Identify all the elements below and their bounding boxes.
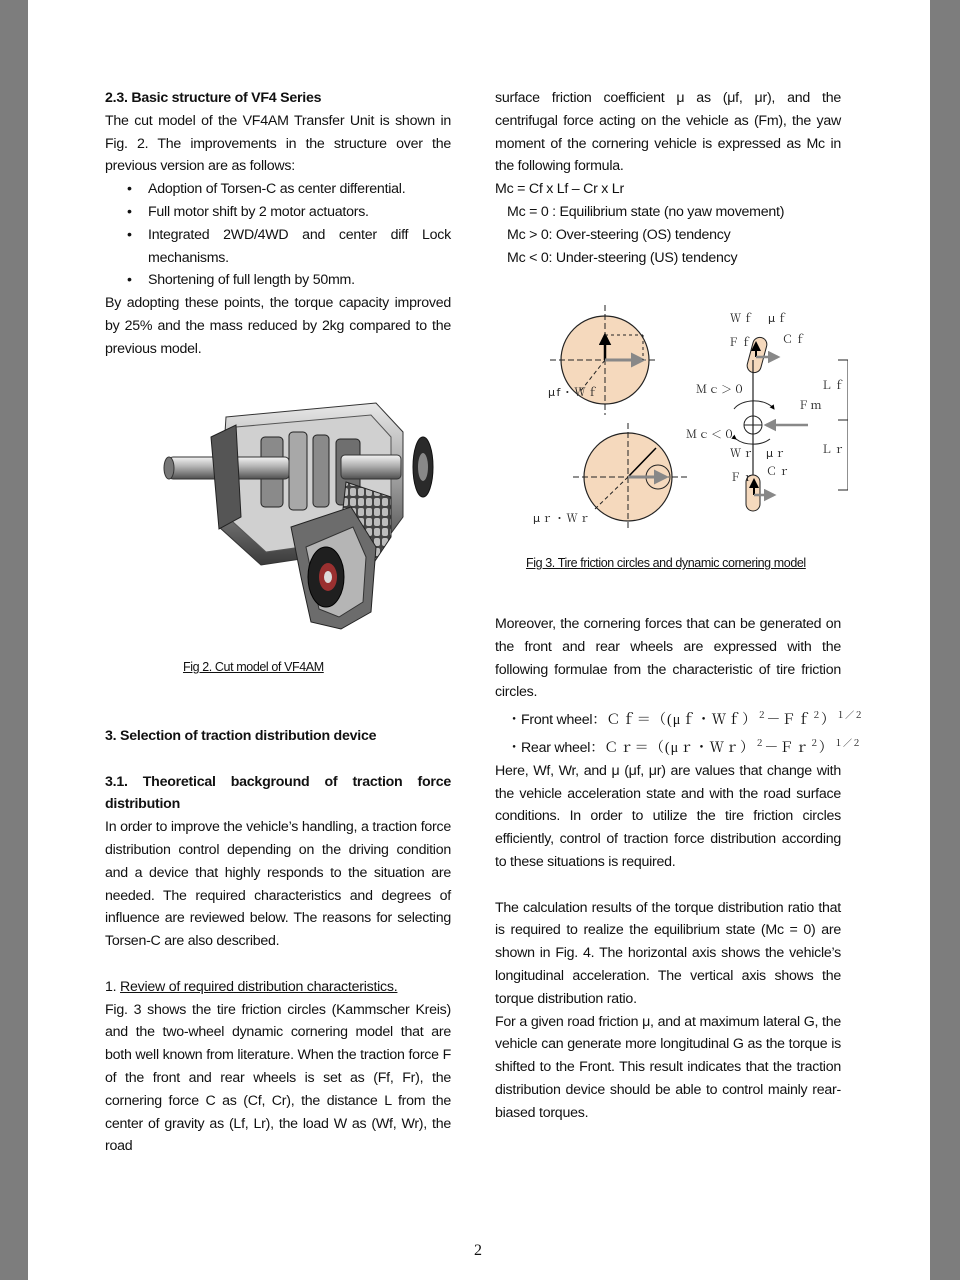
continued-paragraph: surface friction coefficient μ as (μf, μr), and the centrifugal force acting on the vehicle as (Fm), the yaw moment of the cornering vehicle is expressed as Mc in the following formula.	[495, 90, 841, 175]
label-ff: Ｆｆ	[728, 336, 753, 349]
front-wheel-formula	[495, 704, 864, 732]
section-heading-3-1: 3.1. Theoretical background of traction force distribution	[105, 773, 451, 813]
front-formula-tail: －Ｆｆ	[766, 712, 812, 729]
theory-paragraph: In order to improve the vehicle’s handling, a traction force distribution control depending on the driving condition and a device that highly responds to the situation are needed. The required characteristics and degrees of influence are reviewed below. The reasons for selecting Torsen-C are also described.	[105, 819, 451, 950]
section-heading-2-3: 2.3. Basic structure of VF4 Series	[105, 90, 322, 106]
mc-formula: Mc = Cf x Lf – Cr x Lr	[495, 181, 624, 198]
spacer	[105, 953, 451, 976]
fig3-caption: Fig 3. Tire friction circles and dynamic cornering model	[526, 556, 806, 570]
variables-paragraph: Here, Wf, Wr, and μ (μf, μr) are values that change with the vehicle acceleration state and with the road surface conditions. In order to utilize the tire friction circles efficiently, control of traction force distribution according to these situations is required.	[495, 762, 841, 870]
label-fm: Ｆｍ	[798, 399, 823, 412]
list-item: • Integrated 2WD/4WD and center diff Lock mechanisms.	[148, 224, 451, 270]
label-muf-wf: μf・Ｗｆ	[548, 386, 600, 399]
rear-wheel-label: ・Rear wheel：	[507, 739, 605, 756]
label-cr: Ｃｒ	[766, 465, 791, 478]
review-title: Review of required distribution characteristics.	[120, 978, 398, 995]
section-heading-3: 3. Selection of traction distribution device	[105, 728, 377, 744]
mc-case: Mc = 0 : Equilibrium state (no yaw movement)	[507, 203, 785, 220]
page-number: 2	[474, 1242, 482, 1259]
rear-formula-tail: －Ｆｒ	[764, 739, 810, 756]
label-cf: Ｃｆ	[782, 333, 807, 346]
right-column-lower	[495, 613, 864, 1125]
rear-wheel-formula	[495, 732, 861, 760]
transfer-unit-cut-model-image	[141, 397, 441, 639]
front-formula-body: Ｃｆ＝（(μｆ・Ｗｆ）	[606, 712, 758, 729]
mc-case: Mc < 0: Under-steering (US) tendency	[507, 249, 738, 266]
left-column	[105, 87, 451, 361]
review-heading	[105, 976, 451, 999]
fig3-description-paragraph: Fig. 3 shows the tire friction circles (Kammscher Kreis) and the two-wheel dynamic cornering model that are both well known from literature. When the traction force F of the front and rear wheels is set as (Ff, Fr), the cornering force C as (Cf, Cr), the distance L from the center of gravity as (Lf, Lr), the load W as (Wf, Wr), the road	[105, 1001, 451, 1155]
label-lr: Ｌｒ	[821, 443, 846, 456]
rear-formula-body: Ｃｒ＝（(μｒ・Ｗｒ）	[604, 739, 756, 756]
label-wr: Ｗｒ	[730, 447, 755, 460]
exponent-2: ２	[811, 710, 821, 721]
label-fr: Ｆｒ	[730, 471, 755, 484]
exponent-half: １／２	[836, 710, 864, 721]
result-paragraph: For a given road friction μ, and at maximum lateral G, the vehicle can generate more longitudinal G as the torque is shifted to the Front. This result indicates that the traction distribution device should be able to control mainly rear-biased torques.	[495, 1013, 841, 1121]
paper-page	[28, 0, 930, 1280]
label-mc-positive: Ｍｃ＞０	[696, 383, 746, 396]
mc-case: Mc > 0: Over-steering (OS) tendency	[507, 226, 731, 243]
intro-paragraph: The cut model of the VF4AM Transfer Unit is shown in Fig. 2. The improvements in the structure over the previous version are as follows:	[105, 112, 451, 175]
spacer	[495, 874, 841, 897]
left-column-lower	[105, 725, 451, 1158]
paren-close: ）	[820, 712, 837, 729]
fig2-caption: Fig 2. Cut model of VF4AM	[183, 660, 324, 674]
improvements-list	[105, 178, 451, 292]
friction-circle-diagram	[498, 305, 848, 530]
cornering-forces-paragraph: Moreover, the cornering forces that can be generated on the front and rear wheels are expressed with the following formulae from the characteristic of tire friction circles.	[495, 616, 841, 701]
review-number: 1.	[105, 978, 121, 995]
exponent-2: ２	[755, 737, 765, 748]
exponent-2: ２	[757, 710, 767, 721]
summary-paragraph: By adopting these points, the torque capacity improved by 25% and the mass reduced by 2kg compared to the previous model.	[105, 295, 451, 357]
label-lf: Ｌｆ	[821, 379, 846, 392]
label-wf: Ｗｆ	[730, 312, 755, 325]
paren-close: ）	[818, 739, 834, 756]
exponent-2: ２	[809, 737, 819, 748]
list-item: • Full motor shift by 2 motor actuators.	[148, 201, 451, 224]
spacer	[105, 748, 451, 771]
front-wheel-label: ・Front wheel：	[507, 712, 607, 729]
calculation-paragraph: The calculation results of the torque distribution ratio that is required to realize the equilibrium state (Mc = 0) are shown in Fig. 4. The horizontal axis shows the vehicle’s longitudinal acceleration. The vertical axis shows the torque distribution ratio.	[495, 899, 841, 1007]
label-mc-negative: Ｍｃ＜０	[686, 428, 736, 441]
right-column	[495, 87, 841, 269]
list-item: • Shortening of full length by 50mm.	[148, 269, 451, 292]
label-muf: μｆ	[768, 312, 789, 325]
label-mur: μｒ	[766, 447, 787, 460]
list-item: • Adoption of Torsen-C as center differential.	[148, 178, 451, 201]
exponent-half: １／２	[833, 737, 861, 748]
label-mur-wr: μｒ・Ｗｒ	[533, 512, 592, 525]
